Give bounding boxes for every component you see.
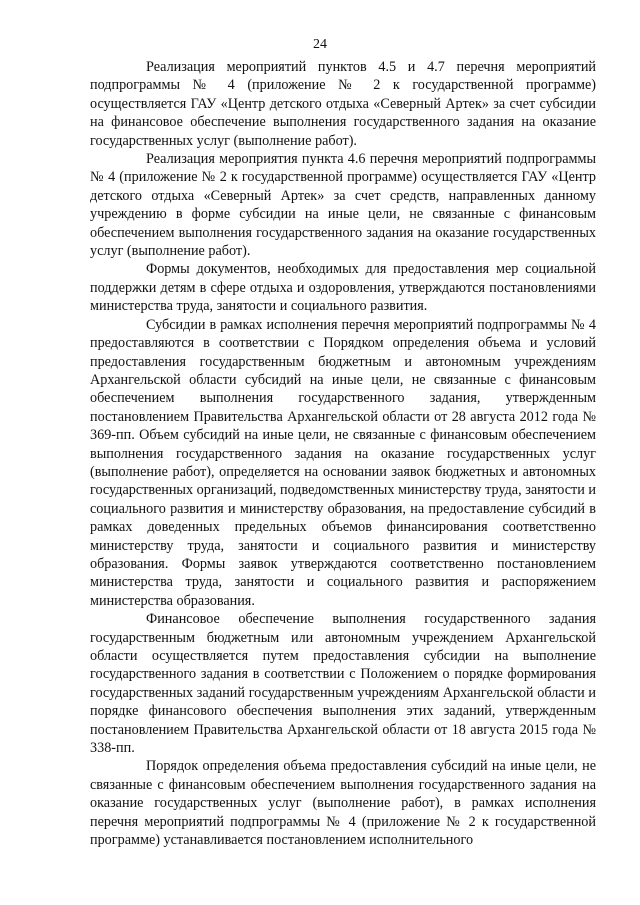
document-body: [90, 58, 596, 849]
paragraph-1: Реализация мероприятий пунктов 4.5 и 4.7 перечня мероприятий подпрограммы № 4 (приложение № 2 к государственной программе) осуществляется ГАУ «Центр детского отдыха «Северный Артек» за счет субсидии на финансовое обеспечение выполнения государственного задания на оказание государственных услуг (выполнение работ).: [90, 59, 596, 149]
page-number: 24: [313, 37, 327, 52]
paragraph-3: Формы документов, необходимых для предоставления мер социальной поддержки детям в сфере отдыха и оздоровления, утверждаются постановлениями министерства труда, занятости и социального развития.: [90, 261, 596, 315]
paragraph-4: Субсидии в рамках исполнения перечня мероприятий подпрограммы № 4 предоставляются в соответствии с Порядком определения объема и условий предоставления государственным бюджетным и автономным учреждениям Архангельской области субсидий на иные цели, не связанные с финансовым обеспечением выполнения государственного задания, утвержденным постановлением Правительства Архангельской области от 28 августа 2012 года № 369-пп. Объем субсидий на иные цели, не связанные с финансовым обеспечением выполнения государственного задания на оказание государственных услуг (выполнение работ), определяется на основании заявок бюджетных и автономных государственных организаций, подведомственных министерству труда, занятости и социального развития и министерству образования, на предоставление субсидий в рамках доведенных предельных объемов финансирования соответственно министерству труда, занятости и социального развития и министерству образования. Формы заявок утверждаются соответственно постановлением министерства труда, занятости и социального развития и распоряжением министерства образования.: [90, 316, 596, 609]
paragraph-6: Порядок определения объема предоставления субсидий на иные цели, не связанные с финансовым обеспечением выполнения государственного задания на оказание государственных услуг (выполнение работ), в рамках исполнения перечня мероприятий подпрограммы № 4 (приложение № 2 к государственной программе) устанавливается постановлением исполнительного: [90, 758, 596, 849]
paragraph-5: Финансовое обеспечение выполнения государственного задания государственным бюджетным или автономным учреждением Архангельской области осуществляется путем предоставления субсидии на выполнение государственного задания в соответствии с Положением о порядке формирования государственных заданий государственным учреждениям Архангельской области и порядке финансового обеспечения выполнения этих заданий, утвержденным постановлением Правительства Архангельской области от 18 августа 2015 года № 338-пп.: [90, 611, 596, 757]
paragraph-2: Реализация мероприятия пункта 4.6 перечня мероприятий подпрограммы № 4 (приложение № 2 к государственной программе) осуществляется ГАУ «Центр детского отдыха «Северный Артек» за счет средств, направленных данному учреждению в форме субсидии на иные цели, не связанные с финансовым обеспечением выполнения государственного задания на оказание государственных услуг (выполнение работ).: [90, 151, 596, 260]
